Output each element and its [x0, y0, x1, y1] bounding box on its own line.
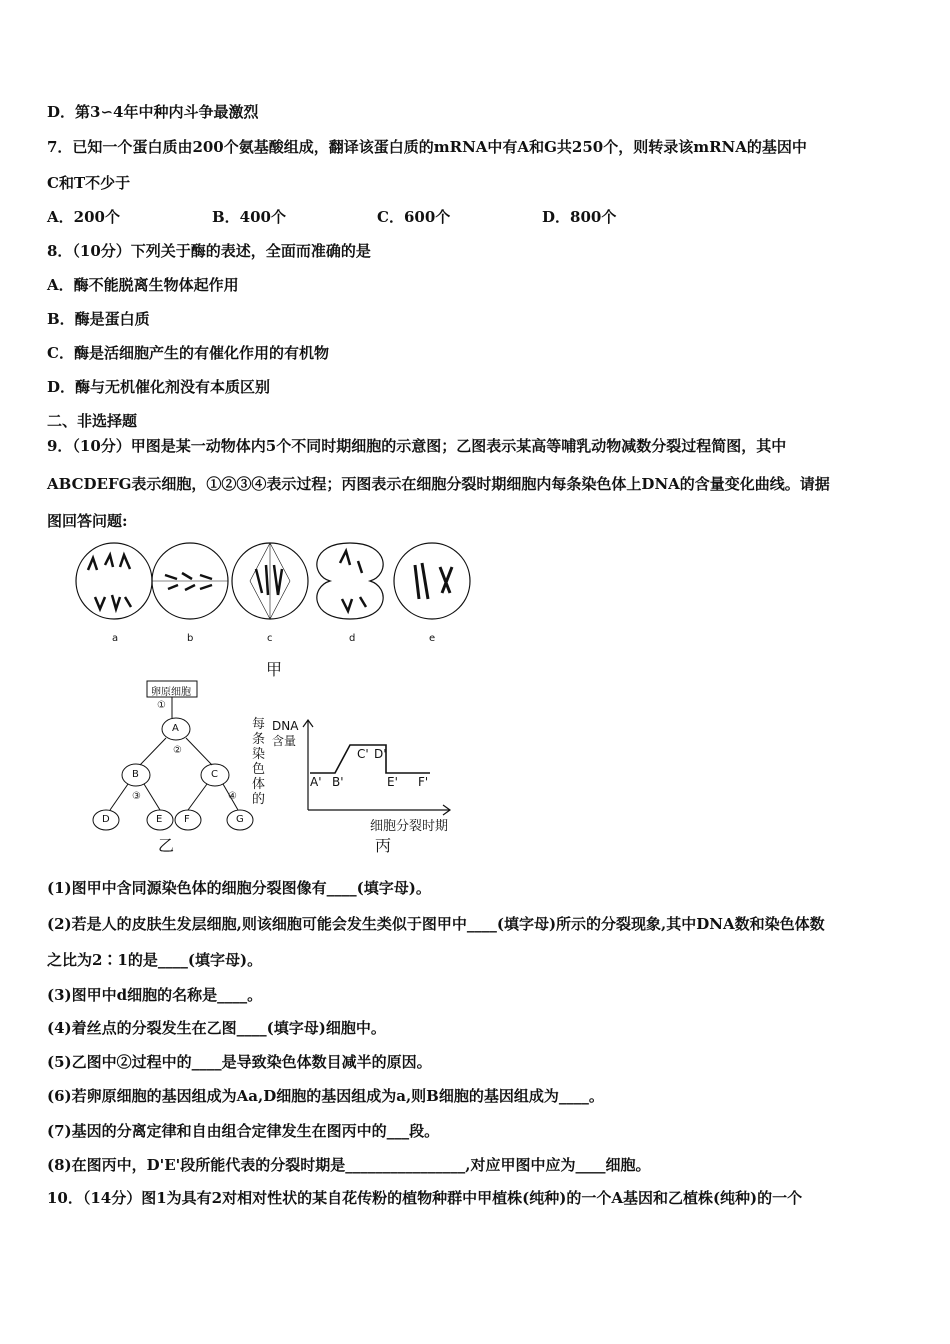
q6-option-d: D．第3∽4年中种内斗争最激烈: [47, 103, 259, 121]
yi-step-2: ②: [173, 745, 182, 756]
q9-stem-line3: 图回答问题:: [47, 512, 128, 530]
section-title: 二、非选择题: [47, 412, 138, 430]
bing-point-b: B': [332, 775, 344, 789]
bing-chart: [303, 720, 450, 815]
bing-point-d: D': [374, 747, 387, 761]
bing-point-e: E': [387, 775, 398, 789]
q9-sub-2b: 之比为2∶1的是____(填字母)。: [47, 951, 263, 969]
q8-option-c: C．酶是活细胞产生的有催化作用的有机物: [47, 344, 329, 362]
q9-stem-line1: 9．（10分）甲图是某一动物体内5个不同时期细胞的示意图；乙图表示某高等哺乳动物减数分裂过程简图，其中: [47, 437, 787, 455]
q8-option-a: A．酶不能脱离生物体起作用: [47, 276, 239, 294]
q10-stem-line1: 10．（14分）图1为具有2对相对性状的某自花传粉的植物种群中甲植株(纯种)的一个A基因和乙植株(纯种)的一个: [47, 1189, 803, 1207]
bing-ylabel-2: DNA含量: [272, 719, 299, 748]
q9-sub-3: (3)图甲中d细胞的名称是____。: [47, 986, 263, 1004]
q8-option-b: B．酶是蛋白质: [47, 310, 150, 328]
yi-node-c: C: [211, 769, 218, 780]
q9-sub-4: (4)着丝点的分裂发生在乙图____(填字母)细胞中。: [47, 1019, 386, 1037]
q9-sub-8: (8)在图丙中，D'E'段所能代表的分裂时期是________________,对应甲图中应为____细胞。: [47, 1156, 651, 1174]
cell-b: [152, 543, 228, 619]
q8-option-d: D．酶与无机催化剂没有本质区别: [47, 378, 271, 396]
cell-a: [76, 543, 152, 619]
q7-option-b: B．400个: [212, 208, 286, 226]
bing-xlabel: 细胞分裂时期: [370, 819, 449, 834]
q9-sub-7: (7)基因的分离定律和自由组合定律发生在图丙中的___段。: [47, 1122, 440, 1140]
q7-option-c: C．600个: [377, 208, 451, 226]
cell-d: [317, 543, 383, 619]
yi-node-f: F: [184, 814, 190, 825]
q9-stem-line2: ABCDEFG表示细胞，①②③④表示过程；丙图表示在细胞分裂时期细胞内每条染色体上DNA的含量变化曲线。请据: [47, 475, 830, 493]
yi-step-1: ①: [157, 700, 166, 711]
cell-label-c: c: [267, 633, 273, 644]
cell-label-d: d: [349, 633, 356, 644]
q9-sub-6: (6)若卵原细胞的基因组成为Aa,D细胞的基因组成为a,则B细胞的基因组成为____。: [47, 1087, 604, 1105]
q8-stem: 8．（10分）下列关于酶的表述，全面而准确的是: [47, 242, 371, 260]
q9-sub-1: (1)图甲中含同源染色体的细胞分裂图像有____(填字母)。: [47, 879, 431, 897]
yi-node-b: B: [132, 769, 139, 780]
cell-e: [394, 543, 470, 619]
cell-label-a: a: [112, 633, 119, 644]
yi-step-3: ③: [132, 791, 141, 802]
q7-option-a: A．200个: [47, 208, 120, 226]
q9-sub-2: (2)若是人的皮肤生发层细胞,则该细胞可能会发生类似于图甲中____(填字母)所示的分裂现象,其中DNA数和染色体数: [47, 915, 825, 933]
bing-ylabel: 每条染色体的: [252, 717, 266, 807]
bing-point-c: C': [357, 747, 369, 761]
cell-label-e: e: [429, 633, 436, 644]
q7-stem-line2: C和T不少于: [47, 174, 131, 192]
figure-title-bing: 丙: [375, 836, 392, 855]
figure-title-yi: 乙: [158, 836, 175, 855]
figure-title-jia: 甲: [266, 660, 283, 679]
cell-c: [232, 543, 308, 619]
bing-point-a: A': [310, 775, 322, 789]
q9-figure: [60, 535, 500, 865]
q9-sub-5: (5)乙图中②过程中的____是导致染色体数目减半的原因。: [47, 1053, 432, 1071]
yi-step-4: ④: [228, 791, 237, 802]
yi-node-e: E: [156, 814, 163, 825]
cell-label-b: b: [187, 633, 194, 644]
q7-option-d: D．800个: [542, 208, 617, 226]
yi-node-a: A: [172, 723, 179, 734]
bing-point-f: F': [418, 775, 429, 789]
yi-top-label: 卵原细胞: [151, 687, 191, 698]
yi-node-g: G: [236, 814, 244, 825]
q7-stem-line1: 7．已知一个蛋白质由200个氨基酸组成，翻译该蛋白质的mRNA中有A和G共250个，则转录该mRNA的基因中: [47, 138, 807, 156]
yi-node-d: D: [102, 814, 110, 825]
